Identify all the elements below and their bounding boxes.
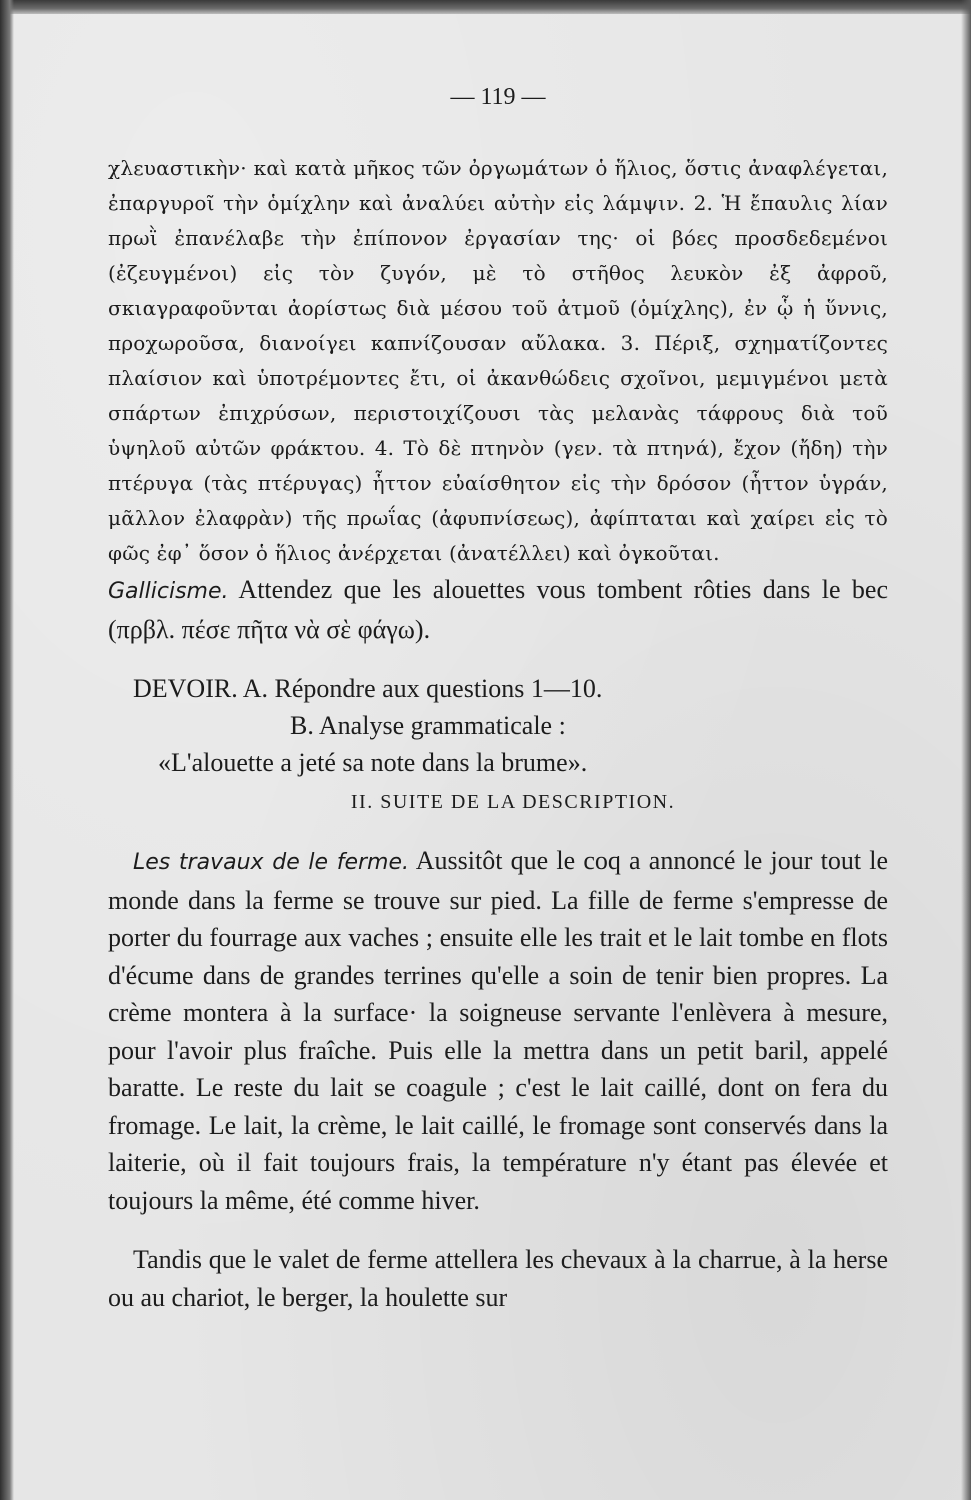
devoir-line-quote: «L'alouette a jeté sa note dans la brume». (158, 748, 588, 777)
page-right-edge (961, 0, 971, 1500)
devoir-line-a: DEVOIR. A. Répondre aux questions 1—10. (133, 674, 603, 703)
gallicisme-text: Attendez que les alouettes vous tombent rôties dans le bec (πρβλ. πέσε πῆτα νὰ σὲ φάγω). (108, 575, 888, 644)
page-number: — 119 — (450, 84, 546, 110)
section-heading: II. SUITE DE LA DESCRIPTION. (350, 791, 676, 813)
gallicisme-paragraph (108, 571, 888, 648)
devoir-line-b: B. Analyse grammaticale : (290, 711, 566, 740)
paragraph-travaux-label: Les travaux de le ferme. (133, 850, 410, 875)
paragraph-tandis: Tandis que le valet de ferme attellera les chevaux à la charrue, à la herse ou au chariot, le berger, la houlette sur (108, 1245, 888, 1312)
page-text-block (108, 84, 888, 1316)
page-top-edge (0, 0, 971, 14)
paragraph-travaux (108, 842, 888, 1219)
paragraph-travaux-text: Aussitôt que le coq a annoncé le jour tout le monde dans la ferme se trouve sur pied. La fille de ferme s'empresse de porter du fourrage aux vaches ; ensuite elle les trait et le lait tombe en flots d'écume dans de grandes terrines qu'elle a soin de tenir bien propres. La crème montera à la surface· la soigneuse servante l'enlèvera à mesure, pour l'avoir plus fraîche. Puis elle la mettra dans un petit baril, appelé baratte. Le reste du lait se coagule ; c'est le lait caillé, dont on fera du fromage. Le lait, la crème, le lait caillé, le fromage sont conservés dans la laiterie, où il fait toujours frais, la température n'y étant pas élevée et toujours la même, été comme hiver. (108, 846, 889, 1215)
page-left-edge (0, 0, 14, 1500)
gallicisme-label: Gallicisme. (108, 579, 229, 604)
greek-translation-block (108, 151, 888, 571)
greek-paragraph: χλευαστικὴν· καὶ κατὰ μῆκος τῶν ὀργωμάτων ὁ ἥλιος, ὅστις ἀναφλέγεται, ἐπαργυροῖ τὴν ὁμίχλην καὶ ἀναλύει αὐτὴν εἰς λάμψιν. 2. Ἡ ἔπαυλις λίαν πρωῒ ἐπανέλαβε τὴν ἐπίπονον ἐργασίαν της· οἱ βόες προσδεδεμένοι (ἐζευγμένοι) εἰς τὸν ζυγόν, μὲ τὸ στῆθος λευκὸν ἐξ ἀφροῦ, σκιαγραφοῦνται ἀορίστως διὰ μέσου τοῦ ἀτμοῦ (ὁμίχλης), ἐν ᾧ ἡ ὕννις, προχωροῦσα, διανοίγει καπνίζουσαν αὔλακα. 3. Πέριξ, σχηματίζοντες πλαίσιον καὶ ὑποτρέμοντες ἔτι, οἱ ἀκανθώδεις σχοῖνοι, μεμιγμένοι μετὰ σπάρτων ἐπιχρύσων, περιστοιχίζουσι τὰς μελανὰς τάφρους διὰ τοῦ ὑψηλοῦ αὐτῶν φράκτου. 4. Τὸ δὲ πτηνὸν (γεν. τὰ πτηνά), ἔχον (ἤδη) τὴν πτέρυγα (τὰς πτέρυγας) ἧττον εὐαίσθητον εἰς τὴν δρόσον (ἧττον ὑγράν, μᾶλλον ἐλαφρὰν) τῆς πρωΐας (ἀφυπνίσεως), ἀφίπταται καὶ χαίρει εἰς τὸ φῶς ἐφ᾽ ὅσον ὁ ἥλιος ἀνέρχεται (ἀνατέλλει) καὶ ὀγκοῦται. (108, 156, 888, 565)
devoir-block (108, 670, 888, 781)
